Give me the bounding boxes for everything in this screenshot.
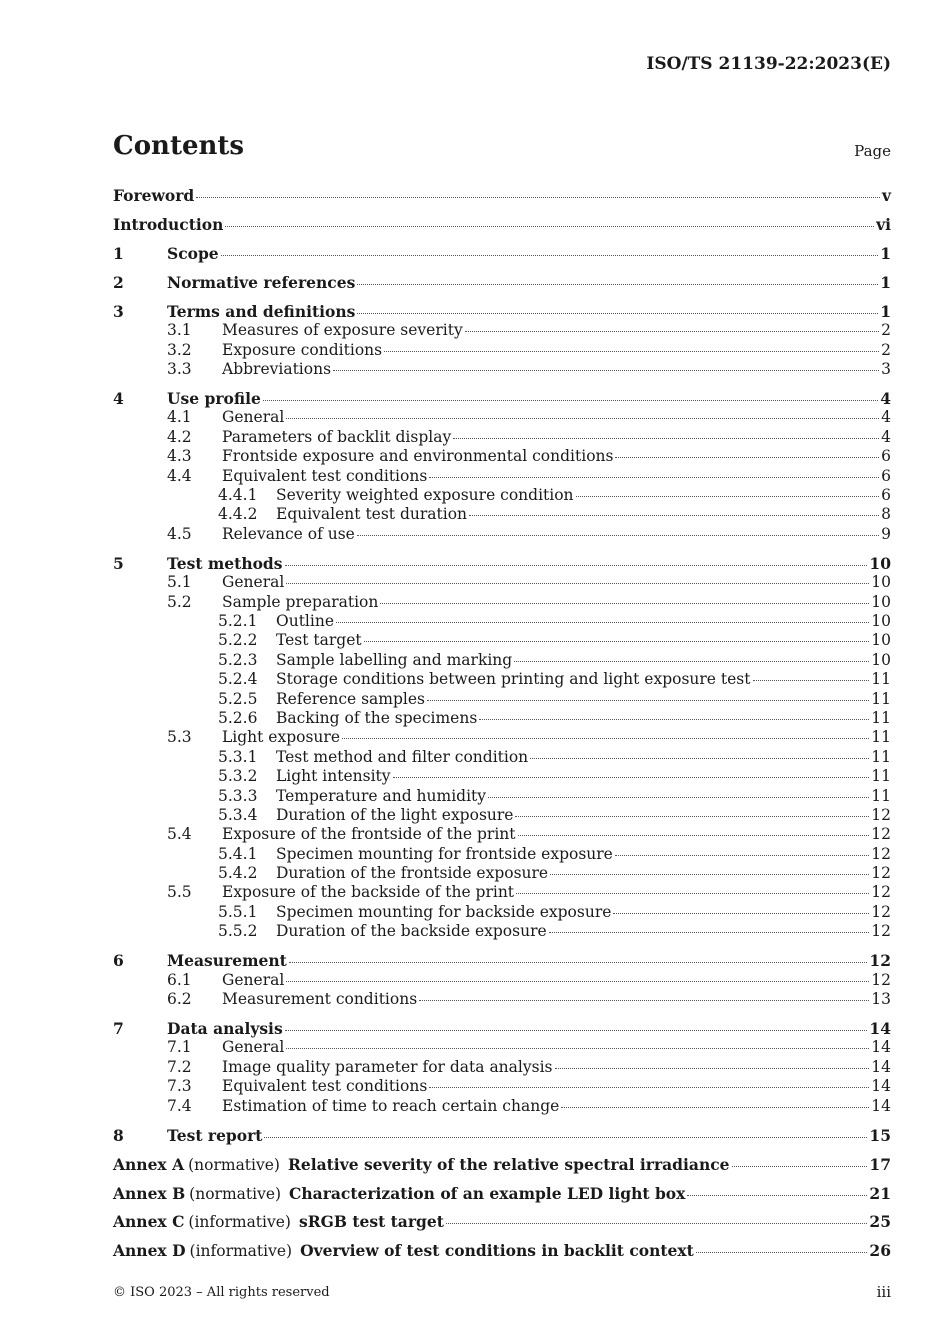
toc-entry[interactable]: [113, 408, 891, 427]
toc-entry-page: 11: [871, 786, 891, 805]
toc-entry-page: 11: [871, 689, 891, 708]
page-title: Contents: [113, 131, 245, 161]
toc-entry-page: 10: [871, 631, 891, 650]
toc-entry-page: 4: [880, 389, 891, 409]
dot-leader: [515, 816, 869, 817]
toc-entry-page: 14: [871, 1038, 891, 1057]
toc-entry-number: 6.1: [167, 970, 192, 989]
toc-entry-title[interactable]: Normative references: [167, 272, 356, 292]
dot-leader: [518, 835, 870, 836]
toc-entry-number: 7.4: [167, 1096, 192, 1115]
toc-entry-title[interactable]: Specimen mounting for backside exposure: [276, 902, 612, 921]
toc-entry[interactable]: [113, 845, 891, 864]
toc-entry-title[interactable]: Parameters of backlit display: [222, 427, 452, 446]
toc-entry[interactable]: [113, 971, 891, 990]
toc-entry-title[interactable]: Measurement conditions: [222, 990, 418, 1008]
toc-entry[interactable]: [113, 1019, 891, 1038]
dot-leader: [453, 438, 879, 439]
toc-entry-number: 5.5.2: [218, 922, 258, 941]
toc-entry-title[interactable]: Sample labelling and marking: [276, 650, 513, 669]
dot-leader: [530, 758, 869, 759]
toc-entry-number: 4.5: [167, 524, 192, 543]
toc-entry-title[interactable]: Severity weighted exposure condition: [276, 486, 574, 505]
toc-entry-page: 2: [881, 340, 891, 359]
toc-entry-page: 14: [871, 1077, 891, 1096]
toc-entry-title[interactable]: General: [222, 573, 285, 592]
annex-kind: (informative): [188, 1213, 291, 1232]
toc-entry-number: 4.4: [167, 466, 192, 485]
toc-entry[interactable]: [113, 651, 891, 670]
toc-entry-number: 7.1: [167, 1038, 192, 1057]
toc-entry-title[interactable]: Foreword: [113, 186, 195, 205]
toc-entry[interactable]: [113, 244, 891, 263]
toc-entry-page: 2: [881, 321, 891, 340]
toc-entry-page: 12: [871, 844, 891, 863]
toc-entry-number: 3.3: [167, 360, 192, 379]
toc-entry-page: 9: [881, 524, 891, 543]
toc-entry[interactable]: [113, 525, 891, 544]
toc-entry-page: 15: [869, 1125, 891, 1145]
toc-entry-page: 10: [871, 573, 891, 592]
dot-leader: [380, 603, 869, 604]
annex-kind: (informative): [189, 1242, 293, 1261]
toc-entry[interactable]: [113, 186, 891, 205]
dot-leader: [357, 313, 878, 314]
toc-entry-title[interactable]: Sample preparation: [222, 592, 379, 611]
toc-entry-number: 4.3: [167, 447, 192, 466]
toc-entry-page: 11: [871, 747, 891, 766]
dot-leader: [263, 400, 878, 401]
annex-kind: (normative): [188, 1155, 280, 1174]
toc-entry-title[interactable]: Duration of the light exposure: [276, 805, 514, 824]
toc-entry[interactable]: [113, 215, 891, 234]
table-of-contents: [113, 186, 891, 1261]
toc-entry-number: 5.2.6: [218, 708, 258, 727]
toc-entry[interactable]: [113, 447, 891, 466]
toc-entry-number: 5.2.2: [218, 631, 258, 650]
dot-leader: [465, 331, 879, 332]
toc-entry-page: 10: [869, 553, 891, 573]
toc-entry-title[interactable]: Outline: [276, 611, 334, 630]
toc-entry-page: 1: [880, 243, 891, 263]
toc-entry-page: 6: [881, 447, 891, 466]
toc-entry-page: 12: [871, 902, 891, 921]
toc-entry[interactable]: [113, 1038, 891, 1057]
dot-leader: [419, 1000, 869, 1001]
dot-leader: [687, 1195, 867, 1196]
toc-entry-number: 7.2: [167, 1057, 192, 1076]
toc-entry-page: 6: [881, 486, 891, 505]
annex-entry[interactable]: [113, 1241, 891, 1260]
toc-entry[interactable]: [113, 883, 891, 902]
toc-entry-title[interactable]: Abbreviations: [222, 360, 332, 379]
toc-entry-number: 5.3.4: [218, 805, 258, 824]
toc-entry[interactable]: [113, 612, 891, 631]
toc-entry-page: vi: [876, 214, 891, 234]
toc-entry[interactable]: [113, 767, 891, 786]
toc-entry-page: 4: [881, 408, 891, 427]
toc-entry-page: 12: [871, 883, 891, 902]
dot-leader: [615, 457, 879, 458]
toc-entry-title[interactable]: Image quality parameter for data analysis: [222, 1057, 553, 1076]
toc-entry-page: v: [881, 186, 891, 205]
toc-entry[interactable]: [113, 505, 891, 524]
dot-leader: [333, 370, 879, 371]
dot-leader: [429, 1087, 869, 1088]
toc-entry[interactable]: [113, 389, 891, 408]
annex-page: 21: [869, 1183, 891, 1203]
dot-leader: [285, 565, 868, 566]
dot-leader: [514, 661, 869, 662]
toc-entry-number: 5.3.2: [218, 767, 258, 786]
toc-entry-number: 3.2: [167, 340, 192, 359]
toc-entry-number: 5: [113, 553, 124, 573]
toc-entry-title[interactable]: Exposure conditions: [222, 340, 383, 359]
toc-entry-title[interactable]: Test methods: [167, 553, 283, 573]
toc-entry-number: 4.1: [167, 408, 192, 427]
toc-entry[interactable]: [113, 1058, 891, 1077]
toc-entry-number: 7.3: [167, 1077, 192, 1096]
toc-entry-title[interactable]: Light exposure: [222, 728, 340, 747]
toc-entry-page: 12: [871, 970, 891, 989]
dot-leader: [286, 981, 869, 982]
toc-entry[interactable]: [113, 990, 891, 1009]
toc-entry-title[interactable]: General: [222, 1038, 285, 1057]
dot-leader: [613, 913, 869, 914]
toc-entry-title[interactable]: Backing of the specimens: [276, 708, 478, 727]
dot-leader: [364, 641, 870, 642]
annex-page: 26: [869, 1241, 891, 1261]
annex-page: 25: [869, 1212, 891, 1232]
toc-entry-page: 11: [871, 767, 891, 786]
toc-entry-number: 5.2.4: [218, 670, 258, 689]
toc-entry[interactable]: [113, 728, 891, 747]
toc-entry-page: 12: [871, 805, 891, 824]
annex-label: Annex A: [113, 1154, 185, 1174]
toc-entry-title[interactable]: Duration of the backside exposure: [276, 922, 547, 941]
toc-entry[interactable]: [113, 690, 891, 709]
page-number: iii: [876, 1283, 891, 1301]
toc-entry-title[interactable]: Relevance of use: [222, 524, 355, 543]
toc-entry-title[interactable]: Measurement: [167, 951, 287, 971]
toc-entry-page: 12: [871, 825, 891, 844]
toc-entry-number: 5.1: [167, 573, 192, 592]
toc-entry-title[interactable]: Scope: [167, 243, 219, 263]
dot-leader: [225, 226, 874, 227]
toc-entry[interactable]: [113, 360, 891, 379]
toc-entry-number: 5.2.1: [218, 611, 258, 630]
toc-entry[interactable]: [113, 1077, 891, 1096]
document-id: ISO/TS 21139-22:2023(E): [646, 54, 891, 74]
toc-entry-page: 14: [869, 1018, 891, 1038]
toc-entry-title[interactable]: Test report: [167, 1125, 263, 1145]
toc-entry-title[interactable]: Equivalent test conditions: [222, 466, 428, 485]
toc-entry-page: 12: [871, 864, 891, 883]
annex-entry[interactable]: [113, 1184, 891, 1203]
dot-leader: [753, 680, 870, 681]
toc-entry[interactable]: [113, 467, 891, 486]
dot-leader: [576, 496, 880, 497]
toc-entry-title[interactable]: Equivalent test duration: [276, 505, 468, 524]
toc-entry-title[interactable]: Equivalent test conditions: [222, 1077, 428, 1096]
toc-entry-title[interactable]: Data analysis: [167, 1018, 283, 1038]
toc-entry-title[interactable]: Terms and definitions: [167, 301, 356, 321]
toc-entry-title[interactable]: Test target: [276, 631, 362, 650]
annex-kind: (normative): [189, 1184, 282, 1203]
toc-entry-number: 5.3.1: [218, 747, 258, 766]
annex-title[interactable]: Overview of test conditions in backlit context: [300, 1241, 694, 1261]
toc-entry-title[interactable]: Duration of the frontside exposure: [276, 864, 549, 883]
dot-leader: [286, 583, 869, 584]
toc-entry-number: 5.2.3: [218, 650, 258, 669]
toc-entry[interactable]: [113, 321, 891, 340]
toc-entry-number: 5.4: [167, 825, 192, 844]
toc-entry-number: 5.5: [167, 883, 192, 902]
toc-entry-number: 5.4.1: [218, 844, 258, 863]
toc-entry[interactable]: [113, 273, 891, 292]
toc-entry-page: 14: [871, 1057, 891, 1076]
toc-entry-number: 5.2.5: [218, 689, 258, 708]
toc-entry-number: 5.3.3: [218, 786, 258, 805]
toc-entry[interactable]: [113, 922, 891, 941]
toc-entry[interactable]: [113, 486, 891, 505]
toc-entry[interactable]: [113, 554, 891, 573]
toc-entry-title[interactable]: Exposure of the backside of the print: [222, 883, 515, 902]
toc-entry-page: 12: [871, 922, 891, 941]
toc-entry-number: 6: [113, 951, 124, 971]
toc-entry-number: 5.3: [167, 728, 192, 747]
toc-entry[interactable]: [113, 302, 891, 321]
toc-entry-number: 4.4.2: [218, 505, 258, 524]
dot-leader: [561, 1107, 869, 1108]
toc-entry-number: 4.4.1: [218, 486, 258, 505]
toc-entry-page: 10: [871, 611, 891, 630]
dot-leader: [550, 874, 869, 875]
dot-leader: [429, 477, 879, 478]
dot-leader: [555, 1068, 870, 1069]
toc-entry[interactable]: [113, 670, 891, 689]
toc-entry[interactable]: [113, 1126, 891, 1145]
toc-entry-number: 6.2: [167, 990, 192, 1008]
toc-entry-number: 2: [113, 272, 124, 292]
dot-leader: [286, 1048, 869, 1049]
annex-page: 17: [869, 1154, 891, 1174]
toc-entry[interactable]: [113, 825, 891, 844]
toc-entry-page: 11: [871, 728, 891, 747]
toc-entry-page: 11: [871, 670, 891, 689]
toc-entry-title[interactable]: Light intensity: [276, 767, 391, 786]
toc-entry-number: 4: [113, 389, 124, 409]
toc-entry-number: 5.4.2: [218, 864, 258, 883]
toc-entry-title[interactable]: Frontside exposure and environmental conditions: [222, 447, 614, 466]
toc-entry[interactable]: [113, 806, 891, 825]
toc-entry-number: 8: [113, 1125, 124, 1145]
toc-entry[interactable]: [113, 341, 891, 360]
toc-entry-page: 4: [881, 427, 891, 446]
toc-entry-page: 12: [869, 951, 891, 971]
dot-leader: [488, 797, 869, 798]
toc-entry-title[interactable]: Test method and filter condition: [276, 747, 529, 766]
annex-title[interactable]: sRGB test target: [298, 1212, 444, 1232]
toc-entry-title[interactable]: Storage conditions between printing and light exposure test: [276, 670, 751, 689]
toc-entry-number: 3: [113, 301, 124, 321]
dot-leader: [264, 1137, 867, 1138]
toc-entry-page: 10: [871, 592, 891, 611]
dot-leader: [549, 932, 870, 933]
toc-entry[interactable]: [113, 593, 891, 612]
dot-leader: [696, 1252, 868, 1253]
toc-entry[interactable]: [113, 951, 891, 970]
toc-entry[interactable]: [113, 1097, 891, 1116]
toc-entry-title[interactable]: General: [222, 970, 285, 989]
toc-entry[interactable]: [113, 903, 891, 922]
toc-entry-page: 11: [871, 708, 891, 727]
toc-entry[interactable]: [113, 748, 891, 767]
annex-label: Annex C: [113, 1212, 185, 1232]
toc-entry-page: 8: [881, 505, 891, 524]
toc-entry-title[interactable]: Measures of exposure severity: [222, 321, 463, 340]
dot-leader: [286, 418, 879, 419]
dot-leader: [393, 777, 870, 778]
toc-entry-page: 14: [871, 1096, 891, 1115]
toc-entry-title[interactable]: General: [222, 408, 285, 427]
dot-leader: [285, 1030, 868, 1031]
dot-leader: [342, 738, 869, 739]
toc-entry-title[interactable]: Estimation of time to reach certain change: [222, 1096, 560, 1115]
dot-leader: [469, 515, 879, 516]
annex-label: Annex D: [113, 1241, 186, 1261]
toc-entry[interactable]: [113, 428, 891, 447]
annex-entry[interactable]: [113, 1212, 891, 1231]
toc-entry-page: 6: [881, 466, 891, 485]
toc-entry-title[interactable]: Temperature and humidity: [276, 786, 487, 805]
toc-entry[interactable]: [113, 631, 891, 650]
dot-leader: [357, 284, 878, 285]
toc-entry-page: 1: [880, 272, 891, 292]
dot-leader: [446, 1223, 868, 1224]
toc-entry-title[interactable]: Use profile: [167, 389, 261, 409]
dot-leader: [732, 1166, 868, 1167]
dot-leader: [196, 197, 880, 198]
dot-leader: [384, 351, 879, 352]
toc-entry[interactable]: [113, 787, 891, 806]
toc-entry-title[interactable]: Introduction: [113, 214, 224, 234]
copyright-notice: © ISO 2023 – All rights reserved: [113, 1285, 330, 1300]
annex-entry[interactable]: [113, 1155, 891, 1174]
toc-entry-title[interactable]: Exposure of the frontside of the print: [222, 825, 516, 844]
toc-entry-number: 4.2: [167, 427, 192, 446]
dot-leader: [221, 255, 879, 256]
dot-leader: [289, 962, 868, 963]
dot-leader: [336, 622, 869, 623]
annex-title[interactable]: Characterization of an example LED light box: [289, 1183, 686, 1203]
toc-entry-page: 1: [880, 301, 891, 321]
toc-entry[interactable]: [113, 864, 891, 883]
dot-leader: [357, 535, 879, 536]
toc-entry-number: 5.5.1: [218, 902, 258, 921]
toc-entry-page: 10: [871, 650, 891, 669]
page-column-label: Page: [854, 142, 891, 160]
dot-leader: [615, 855, 869, 856]
dot-leader: [516, 893, 869, 894]
toc-entry[interactable]: [113, 709, 891, 728]
dot-leader: [479, 719, 869, 720]
toc-entry-page: 3: [881, 360, 891, 379]
toc-entry-page: 13: [871, 990, 891, 1008]
dot-leader: [427, 700, 869, 701]
annex-title[interactable]: Relative severity of the relative spectral irradiance: [287, 1154, 730, 1174]
toc-entry-title[interactable]: Specimen mounting for frontside exposure: [276, 844, 613, 863]
toc-entry[interactable]: [113, 573, 891, 592]
toc-entry-number: 7: [113, 1018, 124, 1038]
toc-entry-number: 3.1: [167, 321, 192, 340]
toc-entry-number: 1: [113, 243, 124, 263]
annex-label: Annex B: [113, 1183, 186, 1203]
toc-entry-number: 5.2: [167, 592, 192, 611]
toc-entry-title[interactable]: Reference samples: [276, 689, 425, 708]
